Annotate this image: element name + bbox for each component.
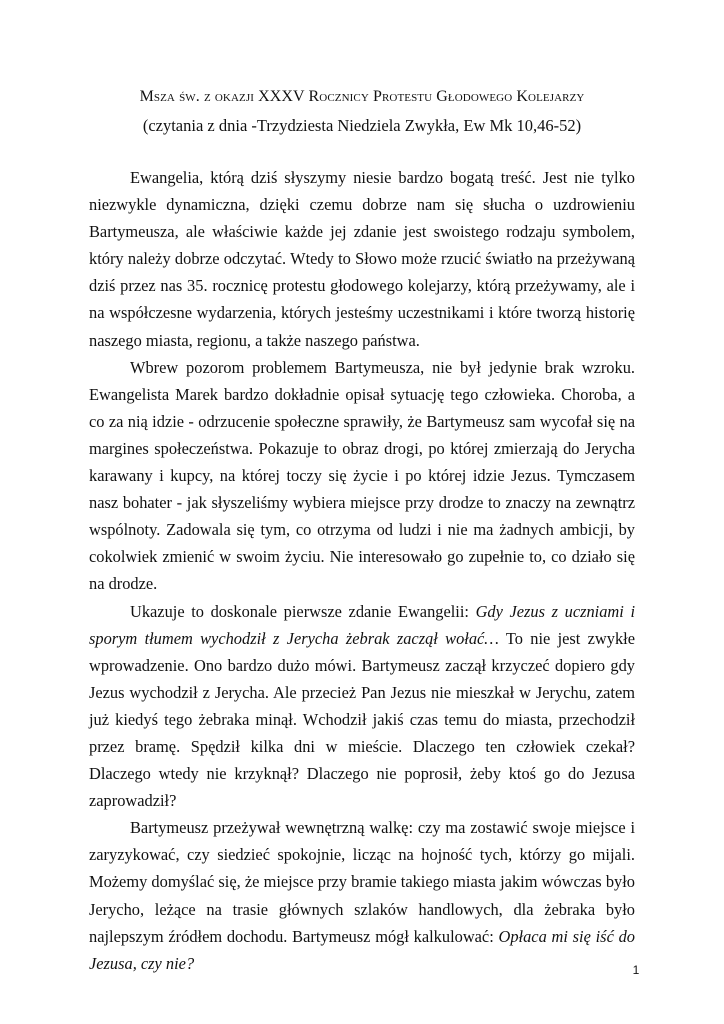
document-title — [0, 88, 724, 106]
paragraph-4-text: Bartymeusz przeżywał wewnętrzną walkę: czy ma zostawić swoje miejsce i zaryzykować, czy siedzieć spokojnie, licząc na hojność tych, którzy go mijali. Możemy domyślać się, że miejsce przy bramie takiego miasta jakim wówczas było Jerycho, leżące na trasie głównych szlaków handlowych, dla żebraka było najlepszym źródłem dochodu. Bartymeusz mógł kalkulować: — [89, 818, 635, 946]
paragraph-3-rest: To nie jest zwykłe wprowadzenie. Ono bardzo dużo mówi. Bartymeusz zaczął krzyczeć dopiero gdy Jezus wychodził z Jerycha. Ale przecież Pan Jezus nie mieszkał w Jerychu, zatem już kiedyś tego żebraka minął. Wchodził jakiś czas temu do miasta, przechodził przez bramę. Spędził kilka dni w mieście. Dlaczego ten człowiek czekał? Dlaczego wtedy nie krzyknął? Dlaczego nie poprosił, żeby ktoś go do Jezusa zaprowadził? — [89, 628, 635, 811]
title-text: Msza św. z okazji XXXV Rocznicy Protestu Głodowego Kolejarzy — [139, 88, 585, 105]
document-body — [89, 164, 635, 977]
gospel-quote: Gdy Jezus z uczniami i sporym tłumem wychodził z Jerycha żebrak zaczął wołać… — [89, 601, 635, 648]
paragraph-1: Ewangelia, którą dziś słyszymy niesie bardzo bogatą treść. Jest nie tylko niezwykle dynamiczna, dzięki czemu dobrze nam się słucha o uzdrowieniu Bartymeusza, ale właściwie każde jej zdanie jest swoistego rodzaju symbolem, który należy dobrze odczytać. Wtedy to Słowo może rzucić światło na przeżywaną dziś przez nas 35. rocznicę protestu głodowego kolejarzy, którą przeżywamy, ale i na współczesne wydarzenia, których jesteśmy uczestnikami i które tworzą historię naszego miasta, regionu, a także naszego państwa. — [89, 168, 635, 350]
bartimaeus-quote: Opłaca mi się iść do Jezusa, czy nie? — [89, 926, 635, 973]
paragraph-4 — [89, 814, 635, 977]
paragraph-3 — [89, 598, 635, 815]
paragraph-2: Wbrew pozorom problemem Bartymeusza, nie był jedynie brak wzroku. Ewangelista Marek bardzo dokładnie opisał sytuację tego człowieka. Choroba, a co za nią idzie - odrzucenie społeczne sprawiły, że Bartymeusz sam wycofał się na margines społeczeństwa. Pokazuje to obraz drogi, po której zmierzają do Jerycha karawany i kupcy, na której toczy się życie i po której idzie Jezus. Tymczasem nasz bohater - jak słyszeliśmy wybiera miejsce przy drodze to znaczy na zewnątrz wspólnoty. Zadowala się tym, co otrzyma od ludzi i nie ma żadnych ambicji, by cokolwiek zmienić w swoim życiu. Nie interesowało go zupełnie to, co działo się na drodze. — [89, 357, 635, 594]
page-number: 1 — [632, 963, 640, 977]
paragraph-3-intro: Ukazuje to doskonale pierwsze zdanie Ewangelii: — [130, 601, 476, 621]
document-subtitle: (czytania z dnia -Trzydziesta Niedziela Zwykła, Ew Mk 10,46-52) — [142, 116, 582, 135]
